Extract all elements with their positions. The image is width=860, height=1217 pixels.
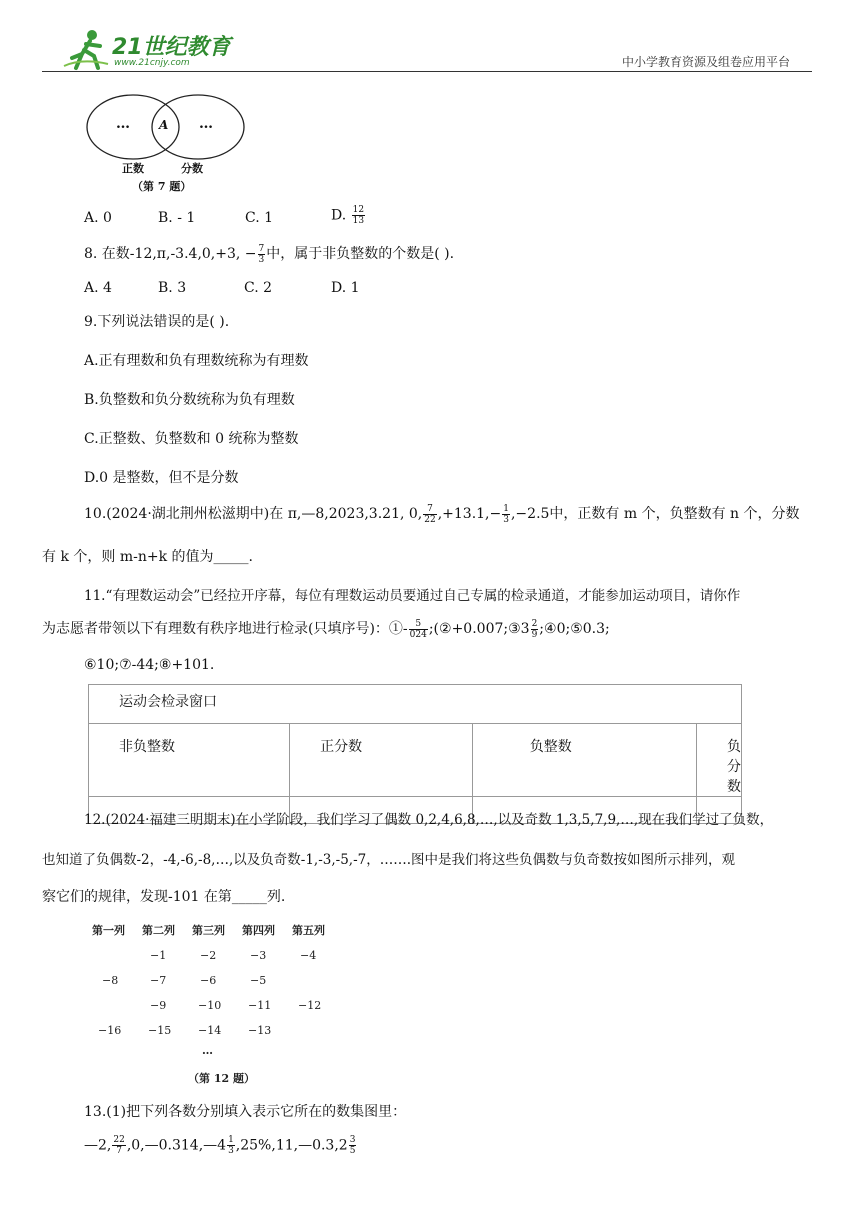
q12-line1: 12.(2024·福建三明期末)在小学阶段，我们学习了偶数 0,2,4,6,8,…,以及奇数 1,3,5,7,9,…,现在我们学过了负数， [84, 812, 774, 828]
q12-cell: −2 [200, 949, 217, 962]
fraction-numerator: 3 [349, 1135, 356, 1145]
q7-option-a: A. 0 [84, 210, 112, 226]
fraction-denominator: 22 [424, 514, 436, 525]
logo-text: 21世纪教育 [112, 35, 231, 60]
fraction-denominator: 5 [349, 1146, 356, 1156]
q7-option-d [331, 205, 366, 226]
q9-option-c: C.正整数、负整数和 0 统称为整数 [84, 431, 299, 447]
fraction-numerator: 22 [113, 1135, 125, 1145]
q7-option-b: B. - 1 [158, 210, 196, 226]
q12-cell: −15 [148, 1024, 172, 1037]
q12-cell: −3 [250, 949, 267, 962]
fraction-denominator: 024 [409, 629, 427, 640]
q7-option-d-prefix: D. [331, 207, 347, 224]
q11-col-header: 非负整数 [89, 724, 290, 797]
platform-name: 中小学教育资源及组卷应用平台 [622, 55, 791, 69]
q9-option-d: D.0 是整数，但不是分数 [84, 470, 239, 486]
q12-cell: −4 [300, 949, 317, 962]
q11-fraction-1 [409, 619, 428, 640]
q12-cell: −1 [150, 949, 167, 962]
header-logo [62, 28, 232, 72]
q13-text-b: ,0,—0.314,—4 [126, 1137, 227, 1154]
fraction-numerator: 7 [258, 243, 265, 254]
q11-col-header: 正分数 [290, 724, 473, 797]
venn-caption: （第 7 题） [132, 180, 192, 193]
q8-option-d: D. 1 [331, 280, 360, 296]
header-divider [42, 71, 812, 72]
fraction-denominator: 13 [352, 216, 365, 226]
q11-table-title: 运动会检录窗口 [89, 685, 742, 724]
q8-option-a: A. 4 [84, 280, 112, 296]
q13-text-c: ,25%,11,—0.3,2 [235, 1137, 348, 1154]
fraction-denominator: 3 [258, 254, 265, 265]
q10-line1 [84, 503, 800, 525]
q11-line1: 11.“有理数运动会”已经拉开序幕，每位有理数运动员要通过自己专属的检录通道，才能参加运动项目，请你作 [84, 588, 741, 604]
q12-cell: −8 [102, 974, 119, 987]
q11-line3: ⑥10;⑦-44;⑧+101. [84, 657, 215, 673]
q7-option-d-fraction [352, 205, 365, 226]
q10-line2: 有 k 个，则 m-n+k 的值为_____. [42, 549, 253, 565]
q12-line3: 察它们的规律，发现-101 在第_____列. [42, 889, 286, 905]
q8-option-b: B. 3 [158, 280, 187, 296]
fraction-denominator: 3 [503, 514, 509, 525]
q12-cell: −7 [150, 974, 167, 987]
q12-col-header: 第二列 [142, 924, 175, 937]
q12-caption: （第 12 题） [188, 1072, 255, 1085]
q12-cell: −6 [200, 974, 217, 987]
q12-line2: 也知道了负偶数-2，-4,-6,-8,…,以及负奇数-1,-3,-5,-7，…….图中是我们将这些负偶数与负奇数按如图所示排列，观 [42, 852, 736, 868]
q13-fraction-2 [227, 1135, 235, 1156]
q10-fraction-2 [502, 504, 510, 525]
fraction-numerator: 1 [228, 1135, 234, 1145]
venn-right-label: 分数 [181, 162, 203, 175]
q11-text-b: ;(②+0.007;③3 [428, 621, 530, 637]
q12-col-header: 第五列 [292, 924, 325, 937]
q11-line2 [42, 618, 610, 640]
q11-text-c: ;④0;⑤0.3; [539, 621, 610, 637]
fraction-denominator: 3 [228, 1146, 234, 1156]
q12-cell: −10 [198, 999, 222, 1012]
venn-center-label: A [159, 118, 169, 132]
q11-col-header: 负分数 [697, 724, 742, 797]
runner-logo-icon [62, 28, 110, 72]
q10-text-3: ,−2.5中，正数有 m 个，负整数有 n 个，分数 [510, 506, 800, 522]
q12-cell: −11 [248, 999, 272, 1012]
q12-cell: −14 [198, 1024, 222, 1037]
q8-prefix: 8. 在数-12,π,-3.4,0,+3, − [84, 246, 257, 262]
q13-fraction-3 [349, 1135, 357, 1156]
q11-answer-table [88, 684, 742, 824]
venn-right-dots: … [199, 116, 213, 132]
q11-text-a: 为志愿者带领以下有理数有秩序地进行检录(只填序号)：①- [42, 621, 408, 637]
q7-option-c: C. 1 [245, 210, 274, 226]
q13-numbers [84, 1135, 357, 1156]
venn-left-dots: … [116, 116, 130, 132]
q10-text-2: ,+13.1,− [437, 506, 502, 522]
fraction-numerator: 1 [503, 503, 509, 514]
q11-col-header: 负整数 [472, 724, 696, 797]
q8-suffix: 中，属于非负整数的个数是( ). [266, 246, 455, 262]
q12-cell: −9 [150, 999, 167, 1012]
fraction-denominator: 9 [531, 629, 538, 640]
q9-option-b: B.负整数和负分数统称为负有理数 [84, 392, 295, 408]
q8-stem [84, 243, 454, 265]
q13-fraction-1 [112, 1135, 125, 1156]
q8-option-c: C. 2 [244, 280, 273, 296]
fraction-numerator: 2 [531, 618, 538, 629]
q12-cell: −12 [298, 999, 322, 1012]
q12-col-header: 第一列 [92, 924, 125, 937]
q9-option-a: A.正有理数和负有理数统称为有理数 [84, 353, 309, 369]
q12-col-header: 第四列 [242, 924, 275, 937]
fraction-denominator: 7 [116, 1146, 122, 1156]
q12-cell: −16 [98, 1024, 122, 1037]
q10-fraction-1 [423, 504, 436, 525]
q12-cell: −13 [248, 1024, 272, 1037]
fraction-numerator: 7 [423, 504, 436, 515]
q9-stem: 9.下列说法错误的是( ). [84, 314, 230, 330]
q10-text-1: 10.(2024·湖北荆州松滋期中)在 π,—8,2023,3.21, 0, [84, 506, 423, 522]
q12-col-header: 第三列 [192, 924, 225, 937]
q12-ellipsis: … [202, 1044, 213, 1057]
q13-stem: 13.(1)把下列各数分别填入表示它所在的数集图里： [84, 1104, 407, 1120]
venn-diagram [86, 92, 246, 197]
venn-left-label: 正数 [122, 162, 144, 175]
fraction-numerator: 12 [352, 205, 365, 215]
q11-fraction-2 [531, 619, 539, 640]
q8-fraction [258, 244, 266, 265]
q12-cell: −5 [250, 974, 267, 987]
fraction-numerator: 5 [409, 619, 428, 630]
logo-url: www.21cnjy.com [114, 58, 190, 68]
q13-text-a: —2, [84, 1137, 112, 1154]
